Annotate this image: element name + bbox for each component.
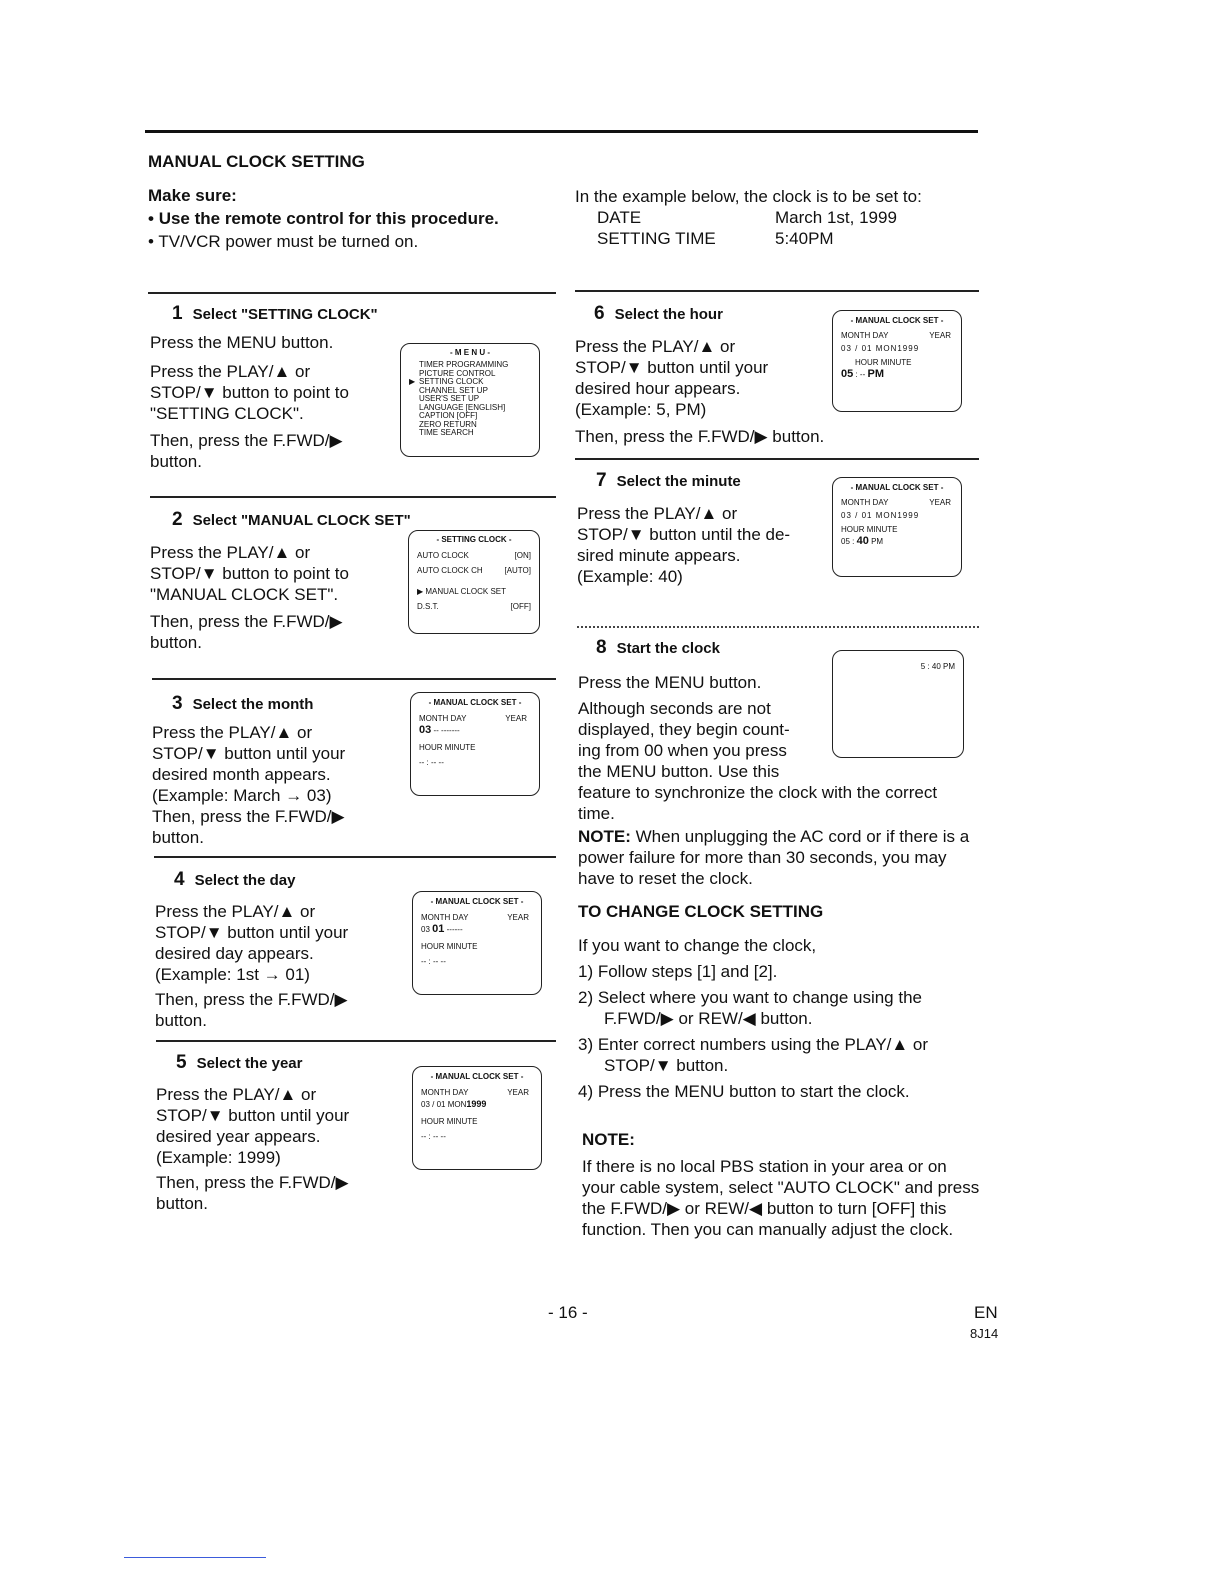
step4-rule [154, 856, 556, 858]
example-intro: In the example below, the clock is to be set to: [575, 187, 922, 206]
step8-line: time. [578, 804, 615, 823]
step8-line: ing from 00 when you press [578, 741, 787, 760]
step1-line: Press the MENU button. [150, 333, 334, 352]
date-header-row [419, 714, 531, 723]
example-time-row [575, 228, 975, 249]
hour-minute-value: -- : -- -- [421, 957, 446, 966]
step5-line: STOP/▼ button until your [156, 1106, 350, 1125]
minute-placeholder: : -- [855, 370, 866, 379]
change-item: 3) Enter correct numbers using the PLAY/▲ or [578, 1035, 929, 1054]
step1-line: "SETTING CLOCK". [150, 404, 304, 423]
step7-number: 7 [596, 470, 607, 491]
bullet-remote-text: Use the remote control for this procedure. [158, 209, 499, 228]
step7-line: sired minute appears. [577, 546, 741, 565]
hour-value: 05 : [841, 537, 855, 546]
date-value-row [421, 1100, 533, 1109]
year-label: YEAR [929, 331, 951, 340]
make-sure-heading: Make sure: [148, 186, 237, 205]
step3-line: button. [152, 828, 204, 847]
step5-line: Then, press the F.FWD/▶ [156, 1173, 349, 1192]
date-header-row [841, 498, 953, 507]
step3-screen [410, 692, 540, 796]
step1-line: Then, press the F.FWD/▶ [150, 431, 343, 450]
date-value: 03 / 01 MON1999 [841, 344, 920, 353]
step4-text [155, 901, 400, 1031]
dst-row [417, 602, 531, 611]
note2-text: If there is no local PBS station in your area or on your cable system, select "AUTO CLOCK" and press the F.FWD/▶ or REW/◀ button to turn [OFF] this function. Then you can manually adjust the clock. [582, 1157, 980, 1239]
step6-line: (Example: 5, PM) [575, 400, 707, 419]
date-header-row [841, 331, 953, 340]
menu-item: TIME SEARCH [419, 428, 474, 437]
step5-screen [412, 1066, 542, 1170]
step5-line: button. [156, 1194, 208, 1213]
clock-display: 5 : 40 PM [920, 662, 955, 671]
change-item: 2) Select where you want to change using the [578, 988, 922, 1007]
hour-minute-value: -- : -- -- [419, 758, 444, 767]
step2-line: STOP/▼ button to point to [150, 564, 349, 583]
hour-minute-label: HOUR MINUTE [421, 1117, 478, 1126]
menu-item: PICTURE CONTROL [419, 368, 496, 378]
bullet-power-text: TV/VCR power must be turned on. [158, 232, 419, 251]
change-intro: If you want to change the clock, [578, 936, 817, 955]
step2-number: 2 [172, 509, 183, 530]
step7-title: Select the minute [616, 473, 741, 490]
step4-line: Then, press the F.FWD/▶ [155, 990, 348, 1009]
step1-number: 1 [172, 303, 183, 324]
change-item: F.FWD/▶ or REW/◀ button. [604, 1009, 813, 1028]
step8-line: displayed, they begin count- [578, 720, 790, 739]
step7-screen [832, 477, 962, 577]
year-label: YEAR [505, 714, 527, 723]
step8-line: feature to synchronize the clock with the correct [578, 783, 938, 802]
step6-screen [832, 310, 962, 412]
document-code: 8J14 [970, 1326, 999, 1341]
manual-clock-set-row [417, 587, 531, 596]
step8-number: 8 [596, 637, 607, 658]
note1 [578, 826, 978, 889]
top-rule [145, 130, 978, 133]
hour-minute-label: HOUR MINUTE [421, 942, 478, 951]
step5-line: desired year appears. [156, 1127, 321, 1146]
bullet-remote: • Use the remote control for this procedure. [148, 209, 499, 228]
step8-heading [596, 637, 720, 659]
step2-line: Then, press the F.FWD/▶ [150, 612, 343, 631]
step1-heading [172, 303, 378, 325]
step3-text [152, 722, 397, 848]
change-block [578, 935, 978, 1107]
hour-minute-label: HOUR MINUTE [855, 358, 912, 367]
step2-rule [150, 496, 556, 498]
ampm-value: PM [871, 537, 884, 546]
step5-number: 5 [176, 1052, 187, 1073]
step6-title: Select the hour [614, 306, 723, 323]
menu-screen-title: - M E N U - [450, 348, 490, 357]
language-code: EN [974, 1303, 998, 1322]
setting-clock-title: - SETTING CLOCK - [436, 535, 512, 544]
page-number: - 16 - [548, 1303, 588, 1322]
month-value: 03 [421, 925, 430, 934]
note1-label: NOTE: [578, 827, 631, 846]
date-rest: -- ------- [433, 726, 460, 735]
auto-clock-row [417, 551, 531, 560]
step6-text [575, 336, 845, 447]
step5-line: Press the PLAY/▲ or [156, 1085, 317, 1104]
menu-item-selected [409, 378, 531, 387]
hour-minute-label: HOUR MINUTE [419, 743, 476, 752]
step2-screen [408, 530, 540, 634]
step7-heading [596, 470, 741, 492]
manual-clock-set-label: MANUAL CLOCK SET [425, 587, 506, 596]
step8-title: Start the clock [616, 640, 720, 657]
hour-minute-label: HOUR MINUTE [841, 525, 898, 534]
cursor-icon: ▶ [417, 587, 424, 596]
step4-line: STOP/▼ button until your [155, 923, 349, 942]
step7-text [577, 503, 837, 587]
step2-heading [172, 509, 411, 531]
step1-title: Select "SETTING CLOCK" [192, 306, 378, 323]
dst-label: D.S.T. [417, 602, 439, 611]
month-day-label: MONTH DAY [419, 714, 467, 723]
step6-number: 6 [594, 303, 605, 324]
manual-clock-title: - MANUAL CLOCK SET - [428, 698, 522, 707]
month-flashing-value: 03 [419, 724, 432, 736]
auto-clock-label: AUTO CLOCK [417, 551, 469, 560]
menu-item: CHANNEL SET UP [419, 385, 488, 395]
date-prefix: 03 / 01 MON [421, 1100, 467, 1109]
ampm-flashing-value: PM [867, 368, 884, 380]
step1-line: button. [150, 452, 202, 471]
time-value: 5:40PM [775, 229, 834, 248]
step4-line: button. [155, 1011, 207, 1030]
change-item: 4) Press the MENU button to start the clock. [578, 1082, 910, 1101]
step4-title: Select the day [194, 872, 296, 889]
menu-item: USER'S SET UP [419, 394, 480, 403]
make-sure-block [148, 184, 568, 253]
month-day-label: MONTH DAY [421, 1088, 469, 1097]
change-heading: TO CHANGE CLOCK SETTING [578, 902, 824, 921]
year-label: YEAR [929, 498, 951, 507]
cursor-icon: ▶ [409, 377, 416, 386]
date-label: DATE [597, 208, 642, 227]
step3-title: Select the month [192, 696, 314, 713]
note1-text: When unplugging the AC cord or if there is a power failure for more than 30 seconds, you may have to reset the clock. [578, 827, 970, 888]
note2-label: NOTE: [582, 1130, 635, 1149]
step8-line: Although seconds are not [578, 699, 771, 718]
step8-rule [577, 626, 979, 628]
manual-clock-title: - MANUAL CLOCK SET - [430, 1072, 524, 1081]
day-flashing-value: 01 [432, 923, 445, 935]
example-date-row [575, 207, 975, 228]
step8-screen [832, 650, 964, 758]
date-value: March 1st, 1999 [775, 208, 897, 227]
step6-rule [575, 290, 979, 292]
step1-line: STOP/▼ button to point to [150, 383, 349, 402]
step4-line: Press the PLAY/▲ or [155, 902, 316, 921]
step1-screen [400, 343, 540, 457]
hour-flashing-value: 05 [841, 368, 854, 380]
bullet-power: • TV/VCR power must be turned on. [148, 232, 419, 251]
minute-flashing-value: 40 [856, 535, 869, 547]
section-title: MANUAL CLOCK SETTING [148, 152, 365, 171]
step4-heading [174, 869, 295, 891]
month-day-label: MONTH DAY [421, 913, 469, 922]
time-value-row [841, 537, 953, 546]
menu-item: LANGUAGE [ENGLISH] [419, 402, 506, 412]
step1-line: Press the PLAY/▲ or [150, 362, 311, 381]
step2-line: button. [150, 633, 202, 652]
auto-clock-ch-value: [AUTO] [504, 566, 531, 575]
example-block [575, 186, 975, 249]
step3-line: desired month appears. [152, 765, 331, 784]
menu-item: TIMER PROGRAMMING [419, 360, 509, 369]
step3-line: Then, press the F.FWD/▶ [152, 807, 345, 826]
date-value: 03 / 01 MON1999 [841, 511, 920, 520]
step3-heading [172, 693, 313, 715]
step5-title: Select the year [196, 1055, 303, 1072]
hour-minute-value: -- : -- -- [421, 1132, 446, 1141]
menu-item-label: SETTING CLOCK [419, 377, 484, 386]
step5-line: (Example: 1999) [156, 1148, 281, 1167]
step5-rule [156, 1040, 556, 1042]
date-header-row [421, 913, 533, 922]
manual-clock-title: - MANUAL CLOCK SET - [850, 316, 944, 325]
date-value-row [419, 726, 531, 735]
date-rest: ------ [446, 925, 463, 934]
step3-number: 3 [172, 693, 183, 714]
change-item: STOP/▼ button. [604, 1056, 729, 1075]
manual-clock-title: - MANUAL CLOCK SET - [850, 483, 944, 492]
auto-clock-ch-label: AUTO CLOCK CH [417, 566, 483, 575]
step4-number: 4 [174, 869, 185, 890]
step3-line: Press the PLAY/▲ or [152, 723, 313, 742]
step3-line: STOP/▼ button until your [152, 744, 346, 763]
bottom-mark [124, 1557, 266, 1558]
step7-line: STOP/▼ button until the de- [577, 525, 791, 544]
step7-line: (Example: 40) [577, 567, 683, 586]
step5-heading [176, 1052, 302, 1074]
step3-rule [152, 678, 556, 680]
step2-title: Select "MANUAL CLOCK SET" [192, 512, 411, 529]
time-value-row [841, 370, 953, 379]
change-item: 1) Follow steps [1] and [2]. [578, 962, 778, 981]
time-label: SETTING TIME [597, 229, 716, 248]
step5-text [156, 1084, 401, 1214]
step8-line: Press the MENU button. [578, 673, 762, 692]
year-flashing-value: 1999 [466, 1099, 487, 1109]
step4-line: desired day appears. [155, 944, 314, 963]
date-value-row [421, 925, 533, 934]
menu-item: ZERO RETURN [419, 419, 477, 429]
year-label: YEAR [507, 1088, 529, 1097]
month-day-label: MONTH DAY [841, 498, 889, 507]
step7-line: Press the PLAY/▲ or [577, 504, 738, 523]
year-label: YEAR [507, 913, 529, 922]
step1-text [150, 332, 395, 472]
step6-line: STOP/▼ button until your [575, 358, 769, 377]
step3-line: (Example: March → 03) [152, 786, 332, 805]
manual-clock-title: - MANUAL CLOCK SET - [430, 897, 524, 906]
step8-line: the MENU button. Use this [578, 762, 780, 781]
auto-clock-value: [ON] [514, 551, 531, 560]
menu-item: CAPTION [OFF] [419, 411, 478, 420]
auto-clock-ch-row [417, 566, 531, 575]
dst-value: [OFF] [510, 602, 531, 611]
step4-line: (Example: 1st → 01) [155, 965, 310, 984]
step4-screen [412, 891, 542, 995]
step2-line: "MANUAL CLOCK SET". [150, 585, 339, 604]
month-day-label: MONTH DAY [841, 331, 889, 340]
step6-line: Then, press the F.FWD/▶ button. [575, 427, 825, 446]
step2-line: Press the PLAY/▲ or [150, 543, 311, 562]
date-header-row [421, 1088, 533, 1097]
step2-text [150, 542, 395, 653]
step6-line: desired hour appears. [575, 379, 741, 398]
step7-rule [575, 458, 979, 460]
step6-heading [594, 303, 723, 325]
step6-line: Press the PLAY/▲ or [575, 337, 736, 356]
step1-rule [148, 292, 556, 294]
